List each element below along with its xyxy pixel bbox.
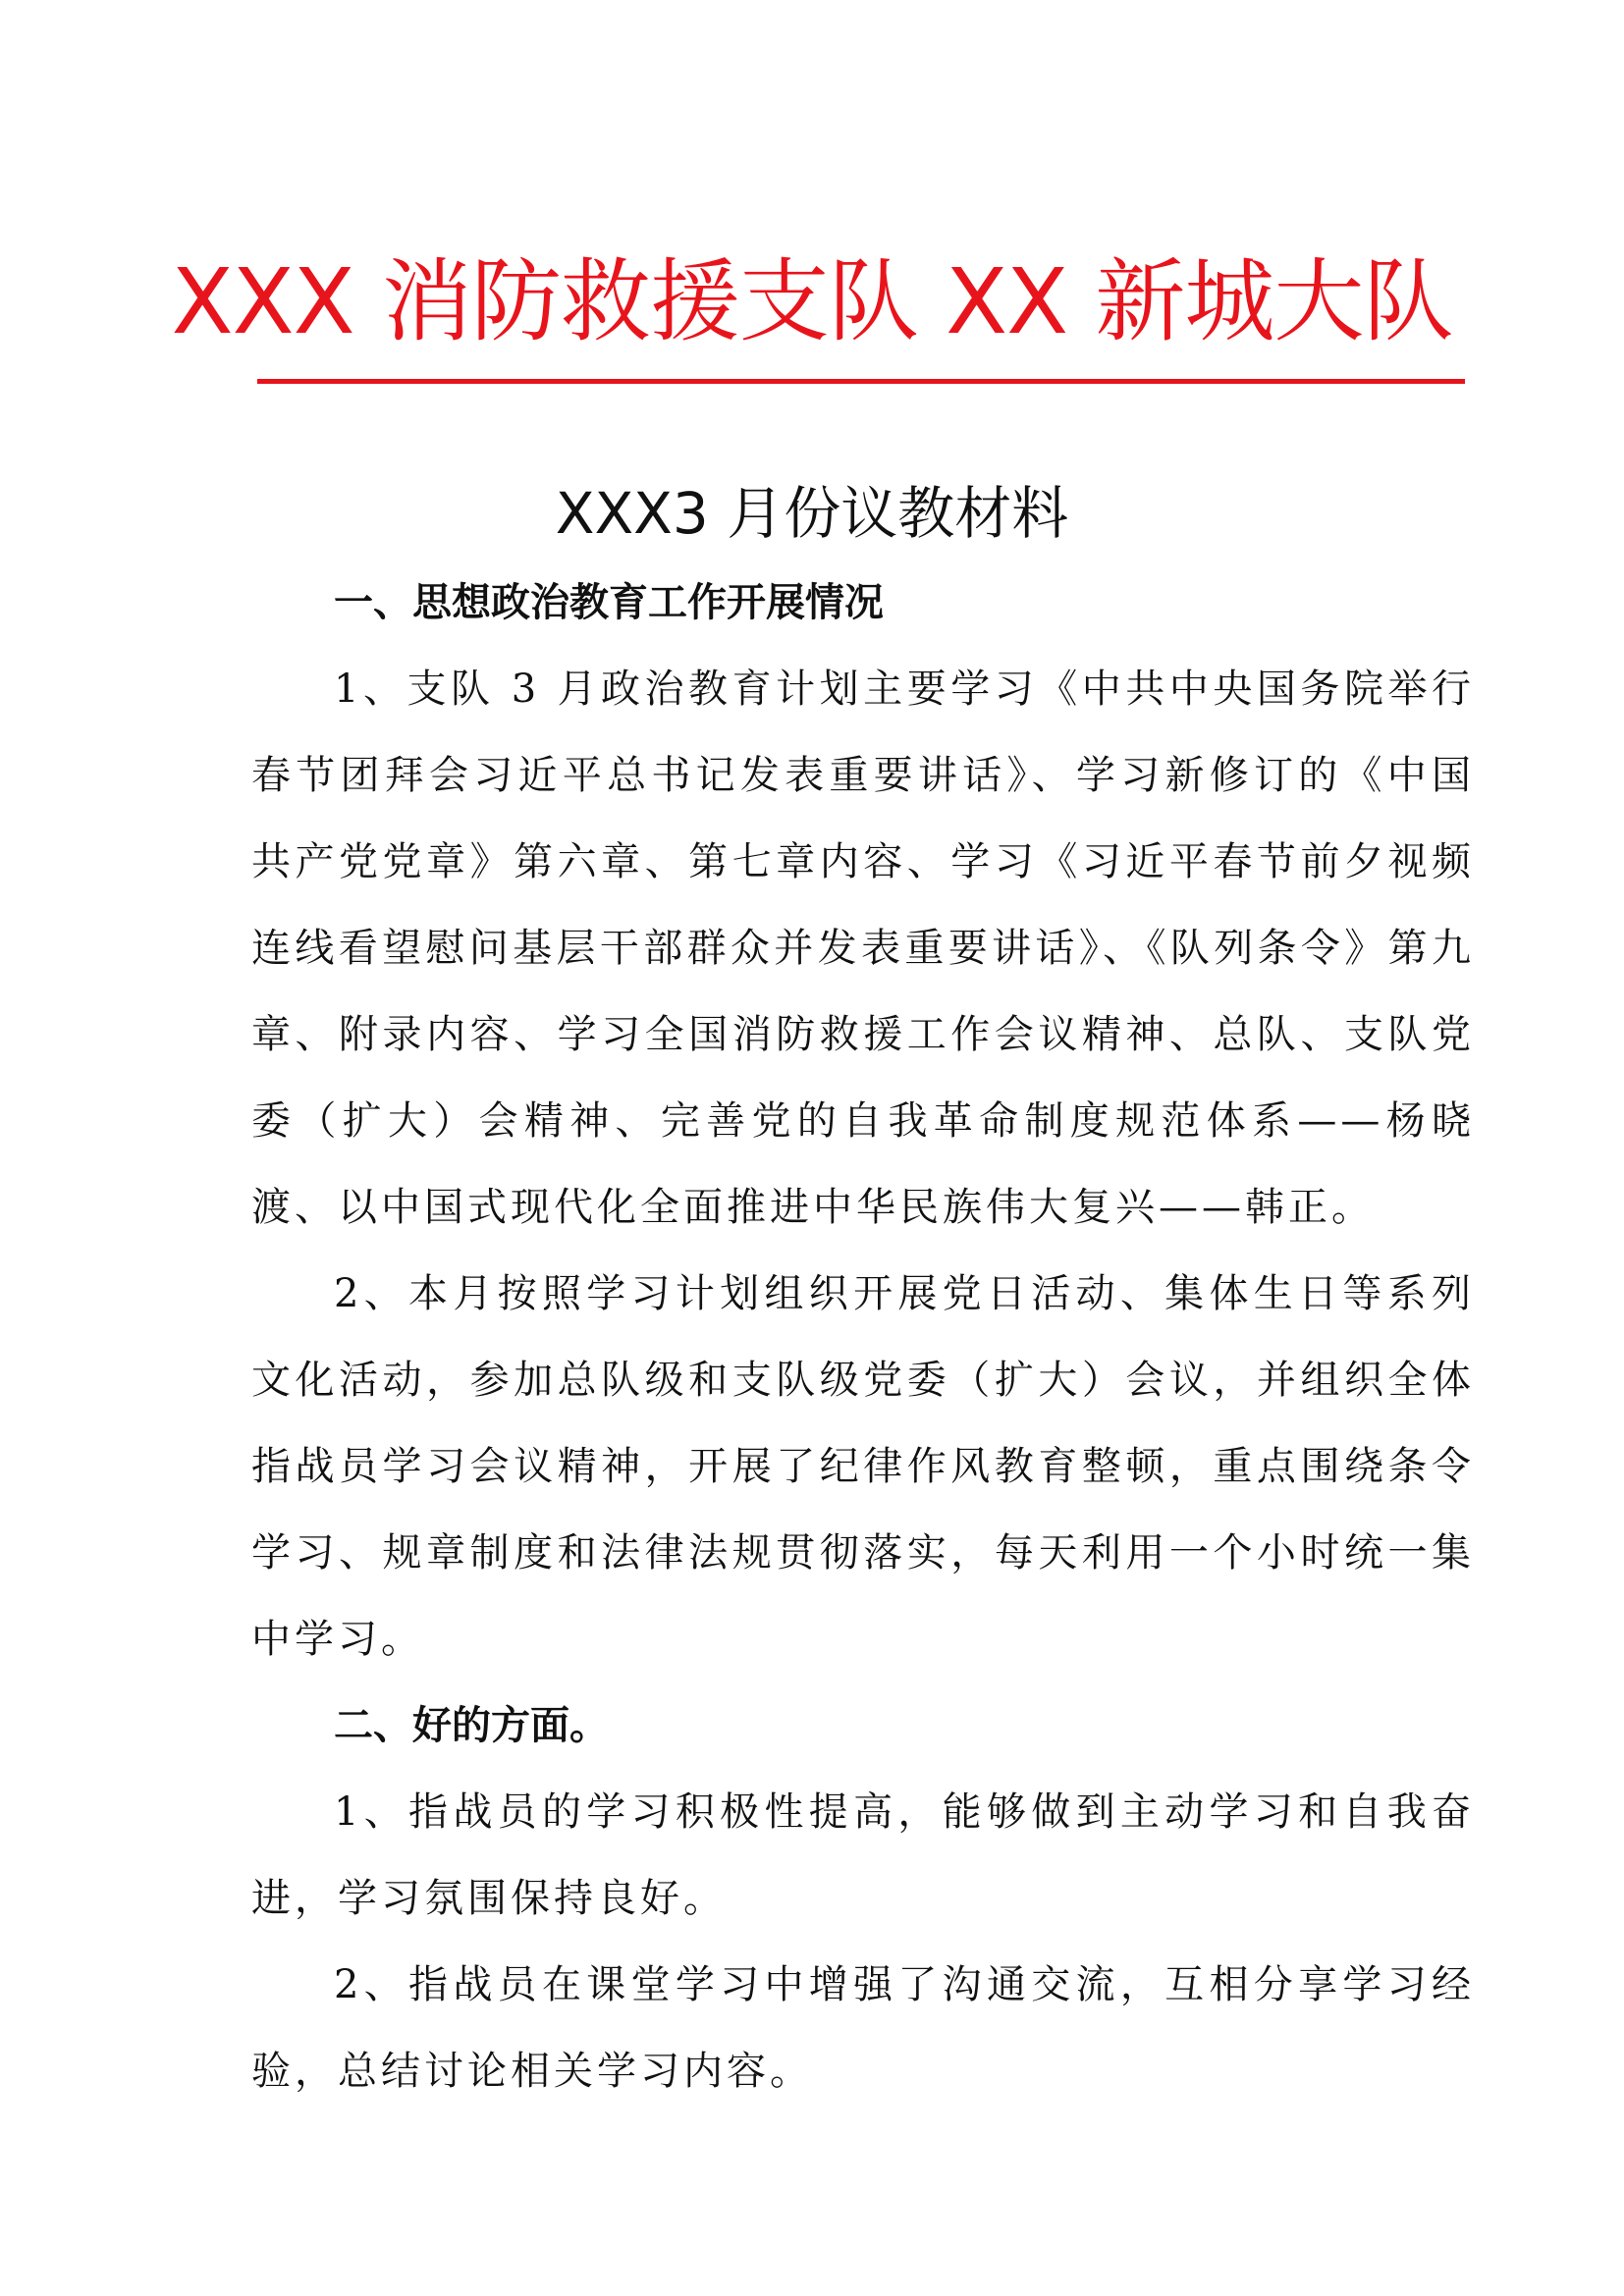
paragraph: 2、指战员在课堂学习中增强了沟通交流，互相分享学习经验，总结讨论相关学习内容。 — [251, 1962, 1475, 2094]
header-red-rule — [257, 379, 1465, 384]
paragraph: 2、本月按照学习计划组织开展党日活动、集体生日等系列文化活动，参加总队级和支队级党委（扩大）会议，并组织全体指战员学习会议精神，开展了纪律作风教育整顿，重点围绕条令学习、规章制度和法律法规贯彻落实，每天利用一个小时统一集中学习。 — [251, 1271, 1475, 1662]
document-body — [251, 560, 1475, 2114]
document-title: XXX3 月份议教材料 — [555, 480, 1069, 547]
section-heading: 二、好的方面。 — [334, 1703, 609, 1748]
paragraph: 1、支队 3 月政治教育计划主要学习《中共中央国务院举行春节团拜会习近平总书记发表重要讲话》、学习新修订的《中国共产党党章》第六章、第七章内容、学习《习近平春节前夕视频连线看望慰问基层干部群众并发表重要讲话》、《队列条令》第九章、附录内容、学习全国消防救援工作会议精神、总队、支队党委（扩大）会精神、完善党的自我革命制度规范体系——杨晓渡、以中国式现代化全面推进中华民族伟大复兴——韩正。 — [251, 667, 1475, 1230]
organization-header: XXX 消防救援支队 XX 新城大队 — [171, 249, 1453, 354]
section-heading: 一、思想政治教育工作开展情况 — [334, 580, 884, 625]
paragraph: 1、指战员的学习积极性提高，能够做到主动学习和自我奋进，学习氛围保持良好。 — [251, 1789, 1475, 1921]
section-2 — [251, 1682, 1475, 2114]
section-1 — [251, 560, 1475, 1682]
